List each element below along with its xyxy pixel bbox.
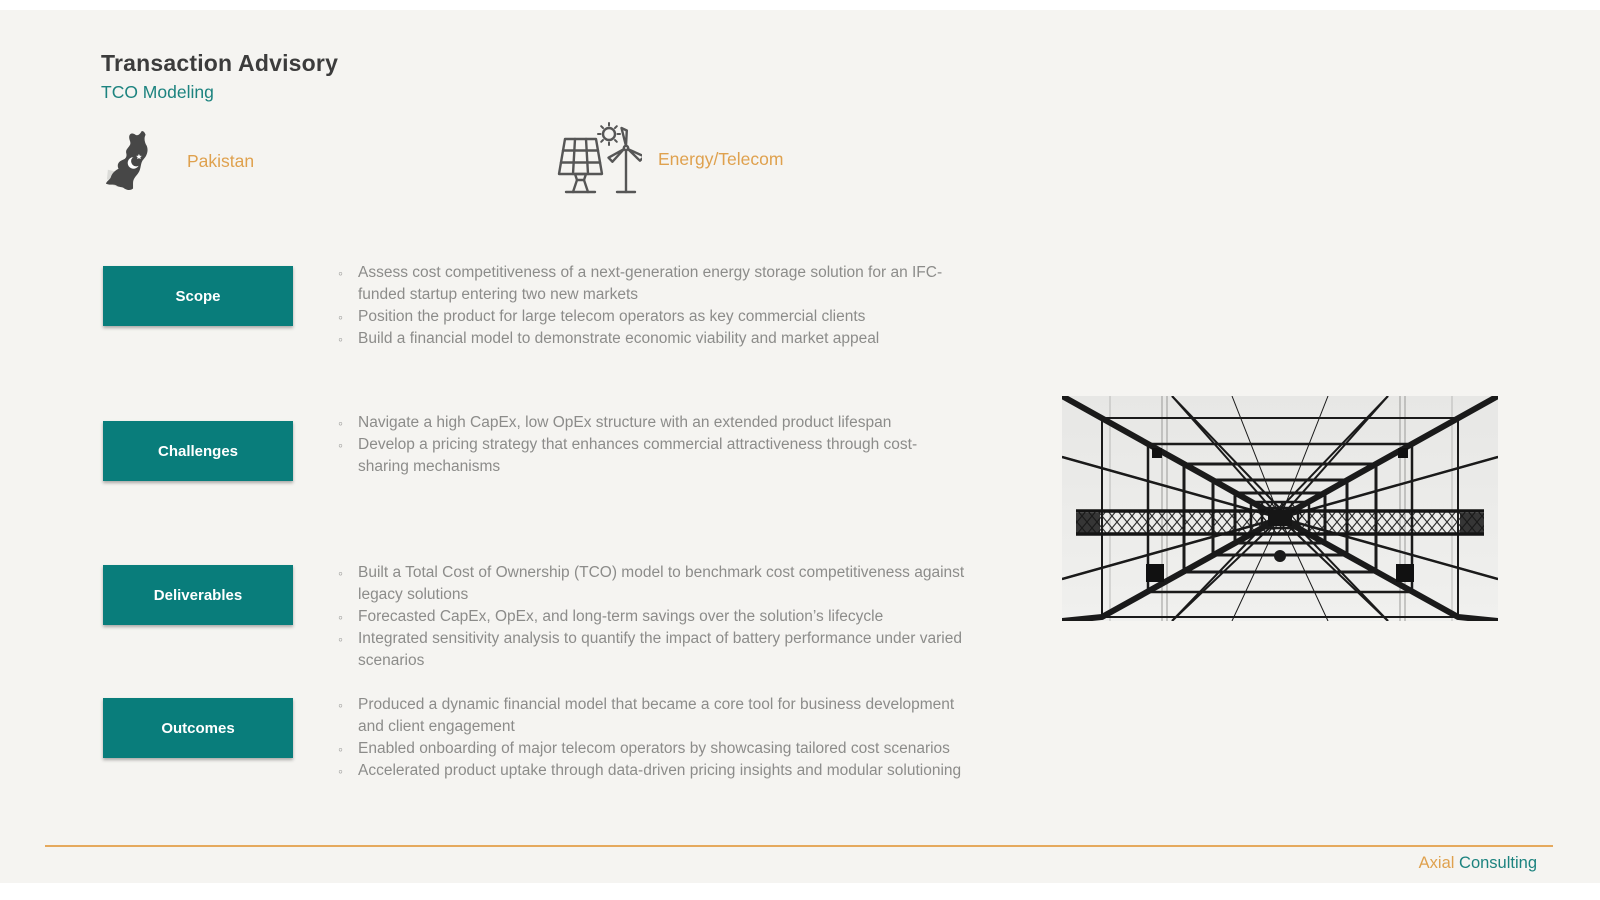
footer-divider [45,845,1553,847]
bullet-marker-icon: ◦ [338,265,343,281]
bullet-item [337,562,967,606]
scope-bullet-list [337,262,967,350]
pakistan-map-icon [105,128,163,194]
bullet-item [337,306,967,328]
bullet-item [337,434,967,478]
bullet-marker-icon: ◦ [338,309,343,325]
slide-canvas [0,10,1600,883]
bullet-text: Develop a pricing strategy that enhances commercial attractiveness through cost-sharing mechanisms [358,436,918,475]
bullet-marker-icon: ◦ [338,565,343,581]
sector-meta [550,122,783,196]
section-pill-outcomes: Outcomes [103,698,293,758]
bullet-item [337,606,967,628]
brand-primary: Axial [1418,854,1455,872]
bullet-item [337,760,967,782]
bullet-item [337,328,967,350]
bullet-item [337,738,967,760]
bullet-text: Position the product for large telecom operators as key commercial clients [358,308,866,325]
transmission-tower-lattice-photo [1062,396,1498,621]
bullet-marker-icon: ◦ [338,609,343,625]
brand-secondary: Consulting [1459,854,1537,872]
transmission-tower-lattice-graphic [1062,396,1498,621]
bullet-item [337,262,967,306]
bullet-text: Assess cost competitiveness of a next-generation energy storage solution for an IFC-funded startup entering two new markets [358,264,943,303]
bullet-marker-icon: ◦ [338,331,343,347]
bullet-marker-icon: ◦ [338,697,343,713]
bullet-text: Accelerated product uptake through data-driven pricing insights and modular solutioning [358,762,962,779]
bullet-text: Build a financial model to demonstrate economic viability and market appeal [358,330,880,347]
bullet-text: Built a Total Cost of Ownership (TCO) model to benchmark cost competitiveness against legacy solutions [358,564,965,603]
bullet-item [337,694,967,738]
bullet-text: Enabled onboarding of major telecom operators by showcasing tailored cost scenarios [358,740,950,757]
bullet-text: Produced a dynamic financial model that became a core tool for business development and client engagement [358,696,955,735]
page-title: Transaction Advisory [101,50,339,76]
challenges-bullet-list [337,412,967,478]
bullet-marker-icon: ◦ [338,631,343,647]
country-label: Pakistan [187,150,255,171]
section-pill-challenges: Challenges [103,421,293,481]
bullet-marker-icon: ◦ [338,741,343,757]
outcomes-bullet-list [337,694,967,782]
deliverables-bullet-list [337,562,967,672]
section-pill-deliverables: Deliverables [103,565,293,625]
bullet-item [337,628,967,672]
bullet-marker-icon: ◦ [338,763,343,779]
sector-label: Energy/Telecom [658,148,784,169]
solar-panel-wind-turbine-icon [550,122,642,196]
brand-logo [1419,854,1537,873]
country-meta [105,128,254,194]
section-pill-scope: Scope [103,266,293,326]
bullet-text: Forecasted CapEx, OpEx, and long-term savings over the solution’s lifecycle [358,608,884,625]
bullet-item [337,412,967,434]
bullet-text: Navigate a high CapEx, low OpEx structure with an extended product lifespan [358,414,892,431]
bullet-text: Integrated sensitivity analysis to quantify the impact of battery performance under varied scenarios [358,630,962,669]
page-subtitle: TCO Modeling [101,82,214,102]
bullet-marker-icon: ◦ [338,437,343,453]
bullet-marker-icon: ◦ [338,415,343,431]
